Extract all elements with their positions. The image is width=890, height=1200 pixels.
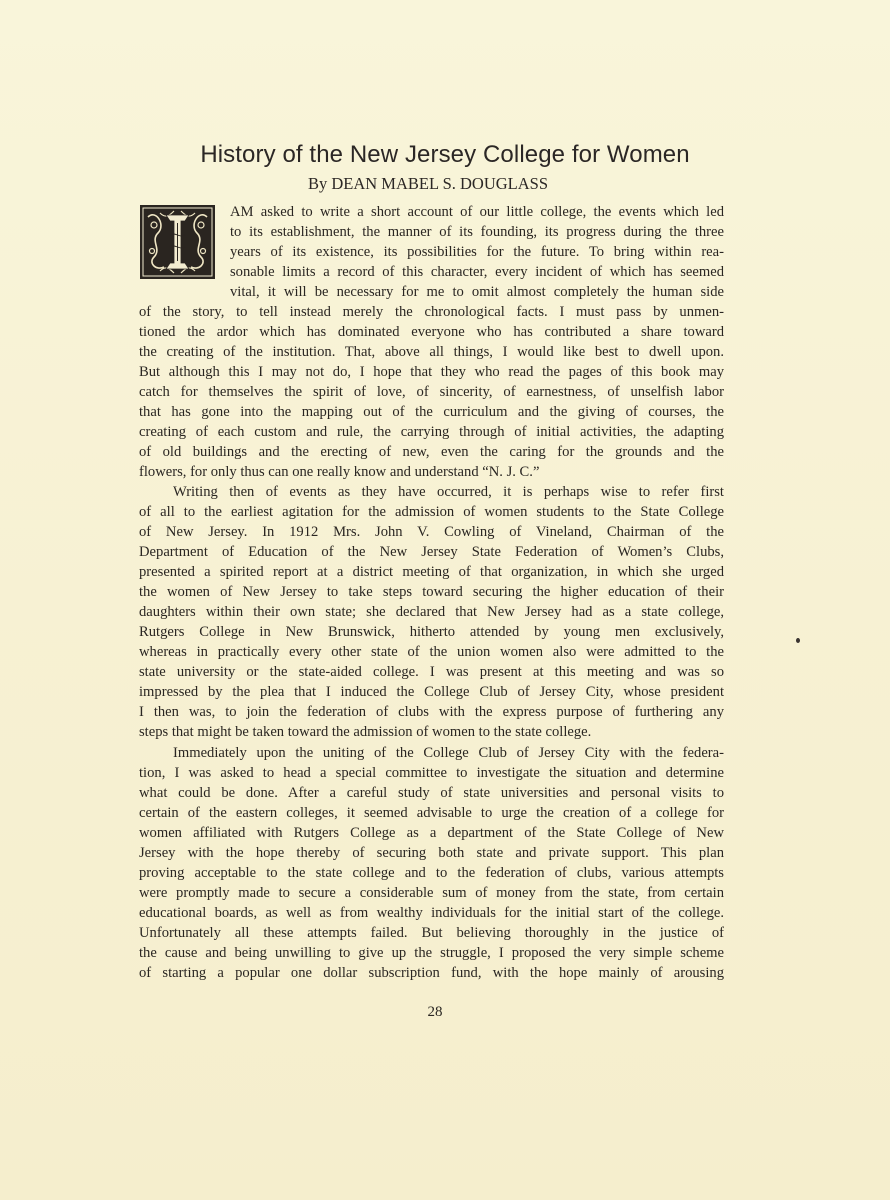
text-line: I then was, to join the federation of clubs with the express purpose of furthering any [139, 704, 724, 720]
text-line: But although this I may not do, I hope that they who read the pages of this book may [139, 364, 724, 380]
text-line: presented a spirited report at a district meeting of that organization, in which she urged [139, 564, 724, 580]
text-line: certain of the eastern colleges, it seemed advisable to urge the creation of a college for [139, 805, 724, 821]
article-byline: By DEAN MABEL S. DOUGLASS [307, 174, 549, 193]
text-line: the cause and being unwilling to give up the struggle, I proposed the very simple scheme [139, 945, 724, 961]
text-line: state university or the state-aided college. I was present at this meeting and was so [139, 664, 724, 680]
text-line: the creating of the institution. That, above all things, I would like best to dwell upon. [139, 344, 724, 360]
text-line: daughters within their own state; she declared that New Jersey had as a state college, [139, 604, 724, 620]
text-line: Writing then of events as they have occurred, it is perhaps wise to refer first [173, 484, 724, 500]
text-line: the women of New Jersey to take steps toward securing the higher education of their [139, 584, 724, 600]
text-line: Jersey with the hope thereby of securing both state and private support. This plan [139, 845, 724, 861]
text-line: vital, it will be necessary for me to omit almost completely the human side [230, 284, 724, 300]
text-line: impressed by the plea that I induced the College Club of Jersey City, whose president [139, 684, 724, 700]
text-line: of the story, to tell instead merely the chronological facts. I must pass by unmen- [139, 304, 724, 320]
text-line: that has gone into the mapping out of the curriculum and the giving of courses, the [139, 404, 724, 420]
text-line: AM asked to write a short account of our little college, the events which led [230, 204, 724, 220]
text-line: of old buildings and the erecting of new, even the caring for the grounds and the [139, 444, 724, 460]
ornament-icon [140, 205, 215, 279]
text-line: what could be done. After a careful study of state universities and personal visits to [139, 785, 724, 801]
text-line: of starting a popular one dollar subscription fund, with the hope mainly of arousing [139, 965, 724, 981]
text-line: of all to the earliest agitation for the admission of women students to the State College [139, 504, 724, 520]
text-line: were promptly made to secure a considerable sum of money from the state, from certain [139, 885, 724, 901]
text-line: Rutgers College in New Brunswick, hitherto attended by young men exclusively, [139, 624, 724, 640]
text-line: to its establishment, the manner of its founding, its progress during the three [230, 224, 724, 240]
text-line: steps that might be taken toward the admission of women to the state college. [139, 724, 592, 740]
text-line: Unfortunately all these attempts failed. But believing thoroughly in the justice of [139, 925, 724, 941]
drop-cap-initial [140, 205, 215, 279]
paper-speck [796, 638, 800, 643]
text-line: of New Jersey. In 1912 Mrs. John V. Cowling of Vineland, Chairman of the [139, 524, 724, 540]
page-number: 28 [427, 1004, 443, 1020]
article-title: History of the New Jersey College for Women [200, 141, 690, 168]
text-line: Department of Education of the New Jersey State Federation of Women’s Clubs, [139, 544, 724, 560]
text-line: catch for themselves the spirit of love, of sincerity, of earnestness, of unselfish labor [139, 384, 724, 400]
text-line: whereas in practically every other state of the union women also were admitted to the [139, 644, 724, 660]
text-line: creating of each custom and rule, the carrying through of initial activities, the adapting [139, 424, 724, 440]
text-line: years of its existence, its possibilities for the future. To bring within rea- [230, 244, 724, 260]
text-line: proving acceptable to the state college and to the federation of clubs, various attempts [139, 865, 724, 881]
text-line: Immediately upon the uniting of the College Club of Jersey City with the federa- [173, 745, 724, 761]
text-line: sonable limits a record of this character, every incident of which has seemed [230, 264, 724, 280]
text-line: educational boards, as well as from wealthy individuals for the initial start of the college. [139, 905, 724, 921]
text-line: flowers, for only thus can one really know and understand “N. J. C.” [139, 464, 540, 480]
text-line: tioned the ardor which has dominated everyone who has contributed a share toward [139, 324, 724, 340]
text-line: tion, I was asked to head a special committee to investigate the situation and determine [139, 765, 724, 781]
text-line: women affiliated with Rutgers College as a department of the State College of New [139, 825, 724, 841]
